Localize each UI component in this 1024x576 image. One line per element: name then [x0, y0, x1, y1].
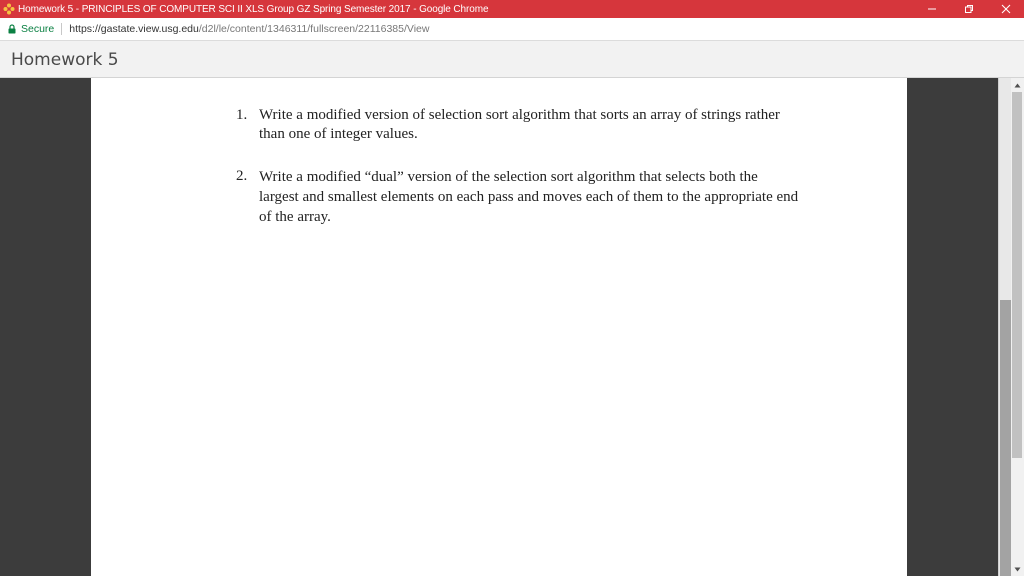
inner-scrollbar-thumb[interactable]: [1000, 300, 1011, 576]
restore-button[interactable]: [950, 0, 987, 18]
minimize-icon: [927, 4, 937, 14]
page-header: [0, 41, 1024, 78]
outer-scrollbar-track[interactable]: [1011, 78, 1024, 576]
list-item-number: 1.: [236, 107, 248, 123]
list-item-text: Write a modified “dual” version of the selection sort algorithm that selects both the largest and smallest elements on each pass and moves each of them to the appropriate end of the array.: [259, 169, 799, 225]
scroll-up-icon[interactable]: [1014, 82, 1021, 89]
restore-icon: [964, 4, 974, 14]
close-button[interactable]: [987, 0, 1024, 18]
url-path: /d2l/le/content/1346311/fullscreen/22116385/View: [198, 23, 430, 35]
secure-label: Secure: [21, 23, 55, 35]
list-item-number: 2.: [236, 168, 248, 184]
app-icon: [3, 3, 15, 15]
minimize-button[interactable]: [913, 0, 950, 18]
scroll-down-icon[interactable]: [1014, 566, 1021, 573]
list-item-text: Write a modified version of selection sort algorithm that sorts an array of strings rather than one of integer values.: [259, 107, 780, 142]
scrollbar[interactable]: [998, 78, 1024, 576]
outer-scrollbar-thumb[interactable]: [1012, 92, 1022, 458]
document-viewer: [0, 78, 998, 576]
url-base: https://gastate.view.usg.edu: [69, 23, 199, 35]
close-icon: [1001, 4, 1011, 14]
address-separator: [61, 23, 62, 35]
inner-scrollbar-track[interactable]: [998, 78, 1011, 576]
document-page: [91, 78, 907, 576]
lock-icon: [8, 24, 16, 34]
window-title: Homework 5 - PRINCIPLES OF COMPUTER SCI II XLS Group GZ Spring Semester 2017 - Google Chrome: [18, 3, 489, 15]
window-controls: [913, 0, 1024, 18]
url-text[interactable]: [69, 23, 429, 35]
window-titlebar: [0, 0, 1024, 18]
address-bar[interactable]: [0, 18, 1024, 41]
page-title: Homework 5: [11, 50, 119, 70]
